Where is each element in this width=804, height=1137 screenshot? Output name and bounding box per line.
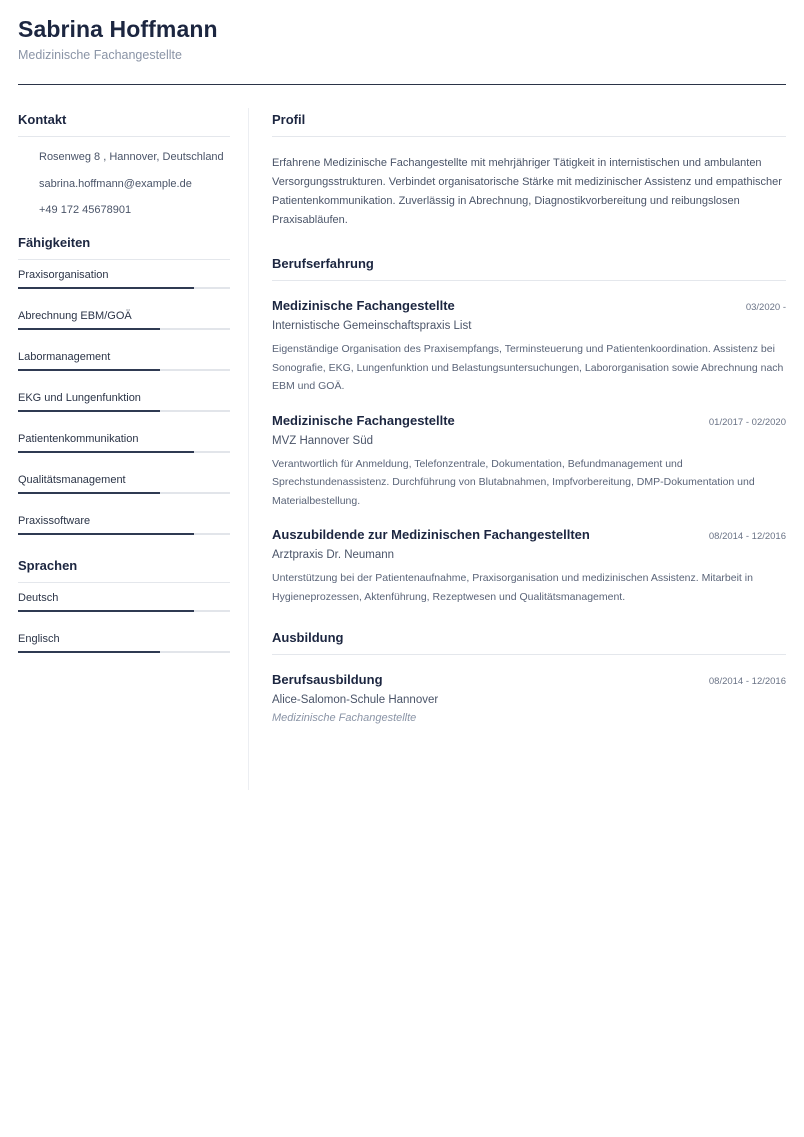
section-divider xyxy=(272,280,786,281)
skill-level-bar xyxy=(18,610,194,612)
entry-title: Auszubildende zur Medizinischen Fachangestellten xyxy=(272,527,590,542)
entry-organization: Arztpraxis Dr. Neumann xyxy=(272,549,395,561)
entry-description: Eigenständige Organisation des Praxisempfangs, Terminsteuerung und Patientenkoordination. Assistenz bei Sonografie, EKG, Lungenfunktion und Belastungsuntersuchungen, Labororganisation sowie Abrechnung nach EBM und GOÄ. xyxy=(272,343,784,392)
skill-level-bar xyxy=(18,533,194,535)
entry xyxy=(272,672,786,724)
entry-organization: MVZ Hannover Süd xyxy=(272,434,373,447)
sidebar xyxy=(18,112,230,665)
skill-name: Deutsch xyxy=(18,591,59,604)
education-section xyxy=(272,630,786,724)
skill-level-bar xyxy=(18,651,160,653)
contact-heading: Kontakt xyxy=(18,112,67,127)
entry-date: 01/2017 - 02/2020 xyxy=(708,416,786,428)
languages-heading: Sprachen xyxy=(18,557,78,573)
contact-email[interactable]: sabrina.hoffmann@example.de xyxy=(39,177,192,190)
entry-title: Medizinische Fachangestellte xyxy=(272,298,455,313)
entry xyxy=(272,413,786,511)
profile-heading: Profil xyxy=(272,112,306,127)
column-divider xyxy=(248,108,249,790)
section-divider xyxy=(18,136,230,137)
contact-section xyxy=(18,112,230,231)
skill-level-track xyxy=(18,610,230,612)
skills-heading: Fähigkeiten xyxy=(18,234,91,250)
entry-header xyxy=(272,672,786,687)
contact-list xyxy=(18,151,230,231)
experience-list xyxy=(272,298,786,606)
languages-section xyxy=(18,558,230,665)
section-divider xyxy=(272,654,786,655)
skill-name: Qualitätsmanagement xyxy=(18,473,126,486)
skill-item xyxy=(18,465,230,506)
entry-description: Verantwortlich für Anmeldung, Telefonzentrale, Dokumentation, Befundmanagement und Sprechstundenassistenz. Durchführung von Blutabnahmen, Impfvorbereitung, DMP-Dokumentation und Materialbestellung. xyxy=(272,457,755,507)
skill-item xyxy=(18,583,230,624)
languages-list xyxy=(18,583,230,665)
entry-title: Berufsausbildung xyxy=(272,672,383,687)
contact-address: Rosenweg 8 , Hannover, Deutschland xyxy=(39,151,224,163)
skill-level-bar xyxy=(18,287,194,289)
entry-header xyxy=(272,298,786,313)
contact-phone[interactable]: +49 172 45678901 xyxy=(39,204,132,216)
education-list xyxy=(272,672,786,724)
entry-organization: Internistische Gemeinschaftspraxis List xyxy=(272,320,472,332)
skill-level-track xyxy=(18,492,230,494)
resume-header xyxy=(18,16,786,62)
skill-name: Labormanagement xyxy=(18,350,111,363)
person-name: Sabrina Hoffmann xyxy=(18,16,218,42)
skill-item xyxy=(18,506,230,547)
entry-header xyxy=(272,413,786,428)
skill-level-bar xyxy=(18,328,160,330)
skill-name: Patientenkommunikation xyxy=(18,432,139,445)
entry-description: Unterstützung bei der Patientenaufnahme, Praxisorganisation und medizinischen Assistenz. Mitarbeit in Hygieneprozessen, Aktenführung, Rezeptwesen und Qualitätsmanagement. xyxy=(272,572,753,603)
skill-level-track xyxy=(18,651,230,653)
skill-item xyxy=(18,383,230,424)
experience-heading: Berufserfahrung xyxy=(272,256,374,271)
education-heading: Ausbildung xyxy=(272,630,344,645)
skill-level-track xyxy=(18,451,230,453)
skill-item xyxy=(18,624,230,665)
skill-item xyxy=(18,301,230,342)
skill-level-bar xyxy=(18,451,194,453)
section-divider xyxy=(272,136,786,137)
skill-level-track xyxy=(18,369,230,371)
skill-level-track xyxy=(18,410,230,412)
skill-item xyxy=(18,260,230,301)
skill-name: Praxisorganisation xyxy=(18,268,109,281)
entry-date: 08/2014 - 12/2016 xyxy=(708,531,786,542)
experience-section xyxy=(272,256,786,606)
skill-level-track xyxy=(18,328,230,330)
header-divider xyxy=(18,84,786,85)
entry-organization: Alice-Salomon-Schule Hannover xyxy=(272,694,439,706)
entry-date: 03/2020 - xyxy=(745,302,786,313)
main-content xyxy=(272,112,786,724)
skill-level-track xyxy=(18,533,230,535)
skill-level-bar xyxy=(18,410,160,412)
skill-name: Praxissoftware xyxy=(18,514,91,527)
job-title: Medizinische Fachangestellte xyxy=(18,48,182,62)
skills-list xyxy=(18,260,230,547)
skill-level-bar xyxy=(18,492,160,494)
entry xyxy=(272,298,786,396)
skill-item xyxy=(18,342,230,383)
skill-level-bar xyxy=(18,369,160,371)
entry-header xyxy=(272,527,786,542)
skills-section xyxy=(18,235,230,547)
profile-section xyxy=(272,112,786,230)
skill-item xyxy=(18,424,230,465)
entry-title: Medizinische Fachangestellte xyxy=(272,412,455,428)
skill-level-track xyxy=(18,287,230,289)
profile-text: Erfahrene Medizinische Fachangestellte mit mehrjähriger Tätigkeit in internistischen und ambulanten Versorgungsstrukturen. Verbindet organisatorische Stärke mit medizinischer Assistenz und empathischer Patientenkommunikation. Zuverlässig in Abrechnung, Diagnostikvorbereitung und reibungslosen Praxisabläufen. xyxy=(272,157,782,226)
skill-name: Englisch xyxy=(18,632,60,645)
entry-date: 08/2014 - 12/2016 xyxy=(708,676,786,687)
entry xyxy=(272,527,786,606)
skill-name: EKG und Lungenfunktion xyxy=(18,391,141,404)
entry-subtitle: Medizinische Fachangestellte xyxy=(272,712,417,724)
skill-name: Abrechnung EBM/GOÄ xyxy=(18,309,132,322)
